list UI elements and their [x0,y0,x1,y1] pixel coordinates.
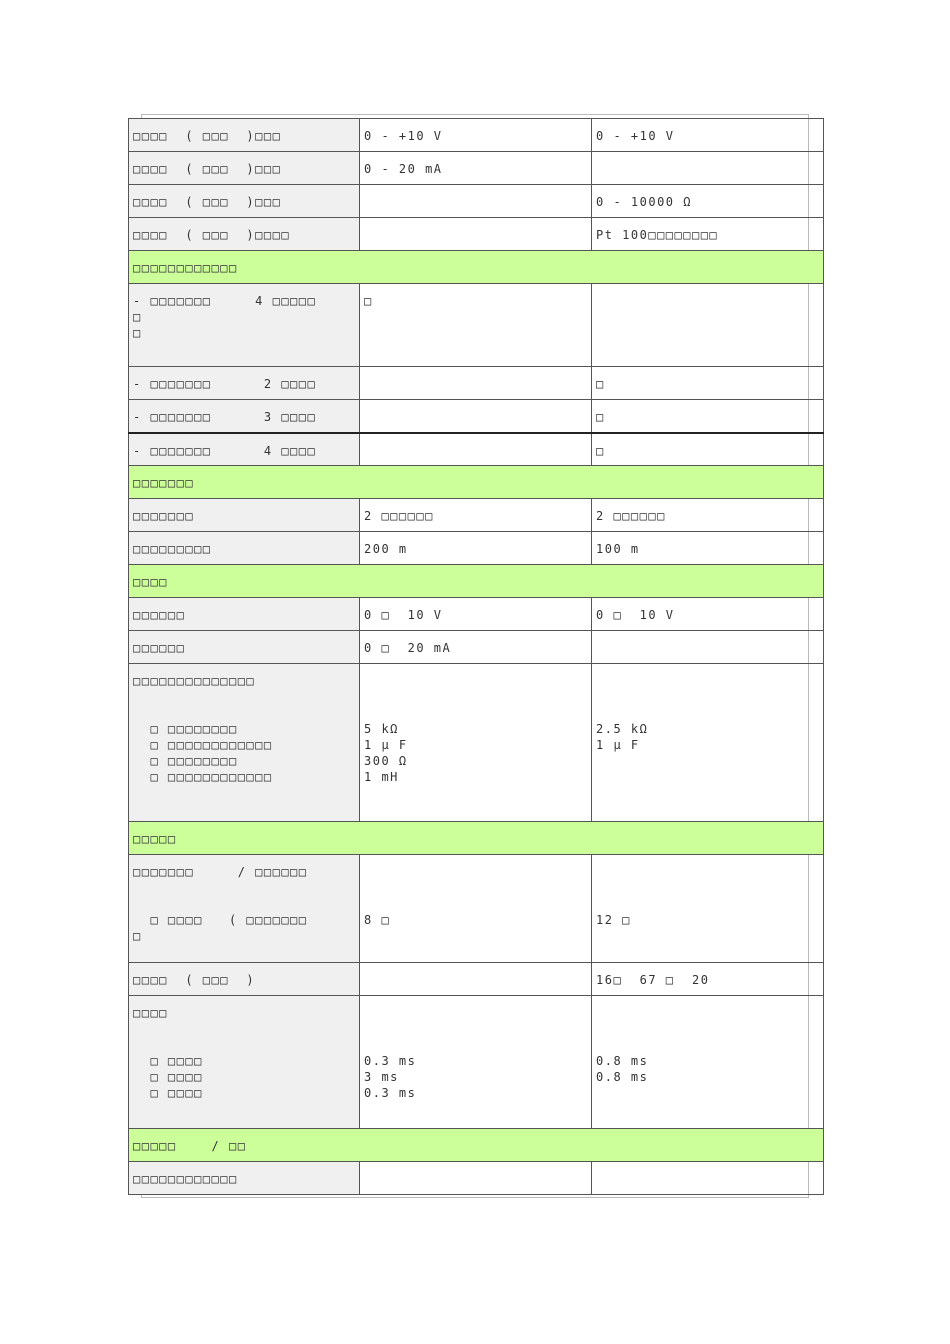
row-label: □□□□ ( □□□ )□□□ [129,152,360,185]
row-label: □□□□□□□□□□□□ [129,1162,360,1195]
value-col-2 [592,284,824,367]
value-col-1: 0.3 ms 3 ms 0.3 ms [360,996,592,1129]
value-col-1: 0 □ 10 V [360,598,592,631]
row-label: □□□□□□ [129,598,360,631]
value-col-1 [360,185,592,218]
row-label: □□□□ ( □□□ )□□□□ [129,218,360,251]
row-label: □□□□ □ □□□□ □ □□□□ □ □□□□ [129,996,360,1129]
value-col-1 [360,400,592,433]
table-row [129,152,824,185]
value-col-1 [360,433,592,466]
value-col-2: □ [592,433,824,466]
table-row [129,218,824,251]
row-label: □□□□□□□ [129,499,360,532]
row-label: - □□□□□□□ 2 □□□□ [129,367,360,400]
value-col-2: 0 - +10 V [592,119,824,152]
section-header: □□□□ [129,565,824,598]
section-header: □□□□□ [129,822,824,855]
section-header: □□□□□ / □□ [129,1129,824,1162]
table-row [129,664,824,822]
row-label: □□□□□□□□□ [129,532,360,565]
value-col-2: 2.5 kΩ 1 μ F [592,664,824,822]
frame-bottom-line [141,1197,809,1198]
frame-top-line [141,114,809,115]
row-label: □□□□□□ [129,631,360,664]
value-col-1: 200 m [360,532,592,565]
value-col-2: 0.8 ms 0.8 ms [592,996,824,1129]
value-col-1 [360,1162,592,1195]
section-header-row [129,466,824,499]
table-row [129,119,824,152]
value-col-2: 2 □□□□□□ [592,499,824,532]
section-header-row [129,565,824,598]
spec-table-body [129,119,824,1195]
table-row [129,855,824,963]
value-col-1: 0 - 20 mA [360,152,592,185]
value-col-2: 100 m [592,532,824,565]
table-row [129,1162,824,1195]
value-col-2: Pt 100□□□□□□□□ [592,218,824,251]
table-row [129,532,824,565]
section-header-row [129,251,824,284]
value-col-2: 16□ 67 □ 20 [592,963,824,996]
value-col-1 [360,218,592,251]
table-row [129,433,824,466]
value-col-1: 0 - +10 V [360,119,592,152]
value-col-1 [360,367,592,400]
row-label: □□□□□□□□□□□□□□ □ □□□□□□□□ □ □□□□□□□□□□□□ □ □□□□□□□□ □ □□□□□□□□□□□□ [129,664,360,822]
row-label: - □□□□□□□ 4 □□□□□ □ □ [129,284,360,367]
value-col-2 [592,152,824,185]
value-col-2: 12 □ [592,855,824,963]
row-label: - □□□□□□□ 4 □□□□ [129,433,360,466]
section-header-row [129,1129,824,1162]
value-col-2: □ [592,367,824,400]
row-label: □□□□ ( □□□ )□□□ [129,119,360,152]
table-row [129,598,824,631]
value-col-1 [360,963,592,996]
row-label: □□□□□□□ / □□□□□□ □ □□□□ ( □□□□□□□ □ [129,855,360,963]
value-col-1: 8 □ [360,855,592,963]
value-col-2 [592,631,824,664]
table-row [129,631,824,664]
spec-table [128,118,824,1195]
row-label: □□□□ ( □□□ ) [129,963,360,996]
table-row [129,367,824,400]
table-row [129,963,824,996]
section-header: □□□□□□□□□□□□ [129,251,824,284]
value-col-2: 0 □ 10 V [592,598,824,631]
table-row [129,284,824,367]
value-col-2 [592,1162,824,1195]
value-col-1: □ [360,284,592,367]
value-col-1: 2 □□□□□□ [360,499,592,532]
value-col-1: 5 kΩ 1 μ F 300 Ω 1 mH [360,664,592,822]
section-header-row [129,822,824,855]
table-row [129,400,824,433]
table-row [129,185,824,218]
value-col-1: 0 □ 20 mA [360,631,592,664]
row-label: - □□□□□□□ 3 □□□□ [129,400,360,433]
row-label: □□□□ ( □□□ )□□□ [129,185,360,218]
section-header: □□□□□□□ [129,466,824,499]
value-col-2: □ [592,400,824,433]
value-col-2: 0 - 10000 Ω [592,185,824,218]
table-row [129,996,824,1129]
table-row [129,499,824,532]
